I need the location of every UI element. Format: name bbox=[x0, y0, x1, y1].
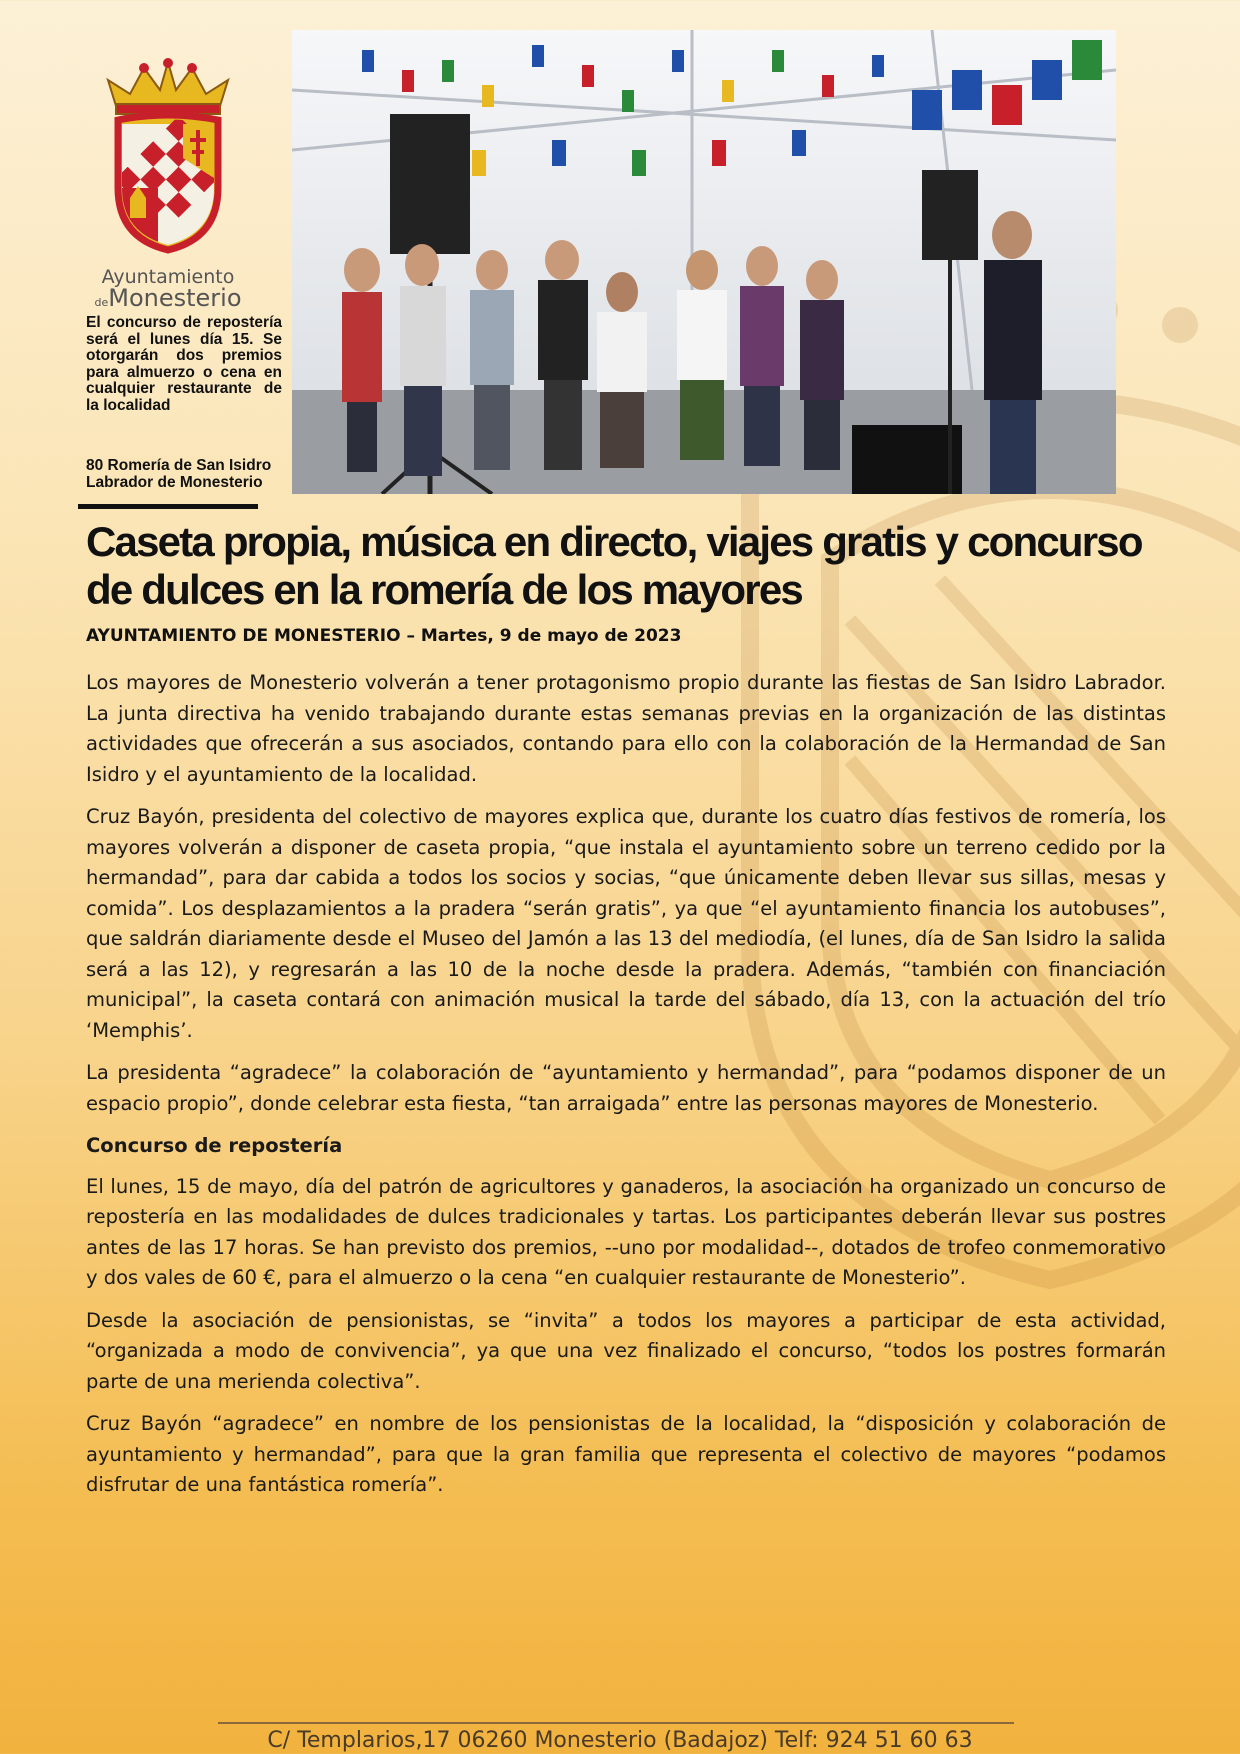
contest-caption: El concurso de repostería será el lunes día 15. Se otorgarán dos premios para almuerzo o cena en cualquier restaurante de la localidad bbox=[86, 314, 282, 414]
logo-line-2 bbox=[88, 284, 248, 313]
article-paragraph: El lunes, 15 de mayo, día del patrón de agricultores y ganaderos, la asociación ha organizado un concurso de repostería en las modalidades de dulces tradicionales y tartas. Los participantes deberán llevar sus postres antes de las 17 horas. Se han previsto dos premios, --uno por modalidad--, dotados de trofeo conmemorativo y dos vales de 60 €, para el almuerzo o la cena “en cualquier restaurante de Monesterio”. bbox=[86, 1174, 1166, 1289]
logo-line-2-small: de bbox=[94, 296, 109, 309]
article-paragraph: Cruz Bayón, presidenta del colectivo de mayores explica que, durante los cuatro días festivos de romería, los mayores volverán a disponer de caseta propia, “que instala el ayuntamiento sobre un terreno cedido por la hermandad”, para dar cabida a todos los socios y socias, “que únicamente deben llevar sus sillas, mesas y comida”. Los desplazamientos a la pradera “serán gratis”, ya que “el ayuntamiento financia los autobuses”, que saldrán diariamente desde el Museo del Jamón a las 13 del mediodía, (el lunes, día de San Isidro la salida será a las 12), y regresarán a las 10 de la noche desde la pradera. Además, “también con financiación municipal”, la caseta contará con animación musical la tarde del sábado, día 13, con la actuación del trío ‘Memphis’. bbox=[86, 805, 1166, 1042]
article-paragraph: Los mayores de Monesterio volverán a tener protagonismo propio durante las fiestas de San Isidro Labrador. La junta directiva ha venido trabajando durante estas semanas previas en la organización de las distintas actividades que ofrecerán a sus asociados, contando para ello con la colaboración de la Hermandad de San Isidro y el ayuntamiento de la localidad. bbox=[86, 671, 1166, 786]
article-headline: Caseta propia, música en directo, viajes gratis y concurso de dulces en la romería de los mayores bbox=[86, 518, 1142, 613]
photo-caption: 80 Romería de San Isidro Labrador de Monesterio bbox=[86, 457, 272, 491]
event-photo bbox=[292, 30, 1116, 494]
footer-address: C/ Templarios,17 06260 Monesterio (Badajoz) Telf: 924 51 60 63 bbox=[267, 1728, 973, 1753]
footer-divider bbox=[218, 1722, 1014, 1724]
coat-of-arms-icon bbox=[88, 58, 248, 258]
municipal-logo bbox=[88, 58, 248, 312]
caption-rule bbox=[78, 504, 258, 509]
logo-line-2-main: Monesterio bbox=[108, 284, 242, 312]
article-paragraph: Desde la asociación de pensionistas, se “invita” a todos los mayores a participar de esta actividad, “organizada a modo de convivencia”, ya que una vez finalizado el concurso, “todos los postres formarán parte de una merienda colectiva”. bbox=[86, 1308, 1166, 1393]
article-byline: AYUNTAMIENTO DE MONESTERIO – Martes, 9 de mayo de 2023 bbox=[86, 626, 682, 646]
logo-line-1: Ayuntamiento bbox=[101, 266, 235, 288]
article-paragraph: Cruz Bayón “agradece” en nombre de los pensionistas de la localidad, la “disposición y colaboración de ayuntamiento y hermandad”, para que la gran familia que representa el colectivo de mayores “podamos disfrutar de una fantástica romería”. bbox=[86, 1412, 1166, 1496]
article-paragraph: La presidenta “agradece” la colaboración de “ayuntamiento y hermandad”, para “podamos disponer de un espacio propio”, donde celebrar esta fiesta, “tan arraigada” entre las personas mayores de Monesterio. bbox=[86, 1061, 1166, 1115]
article-subheading: Concurso de repostería bbox=[86, 1134, 343, 1157]
article-body bbox=[86, 668, 1166, 1513]
